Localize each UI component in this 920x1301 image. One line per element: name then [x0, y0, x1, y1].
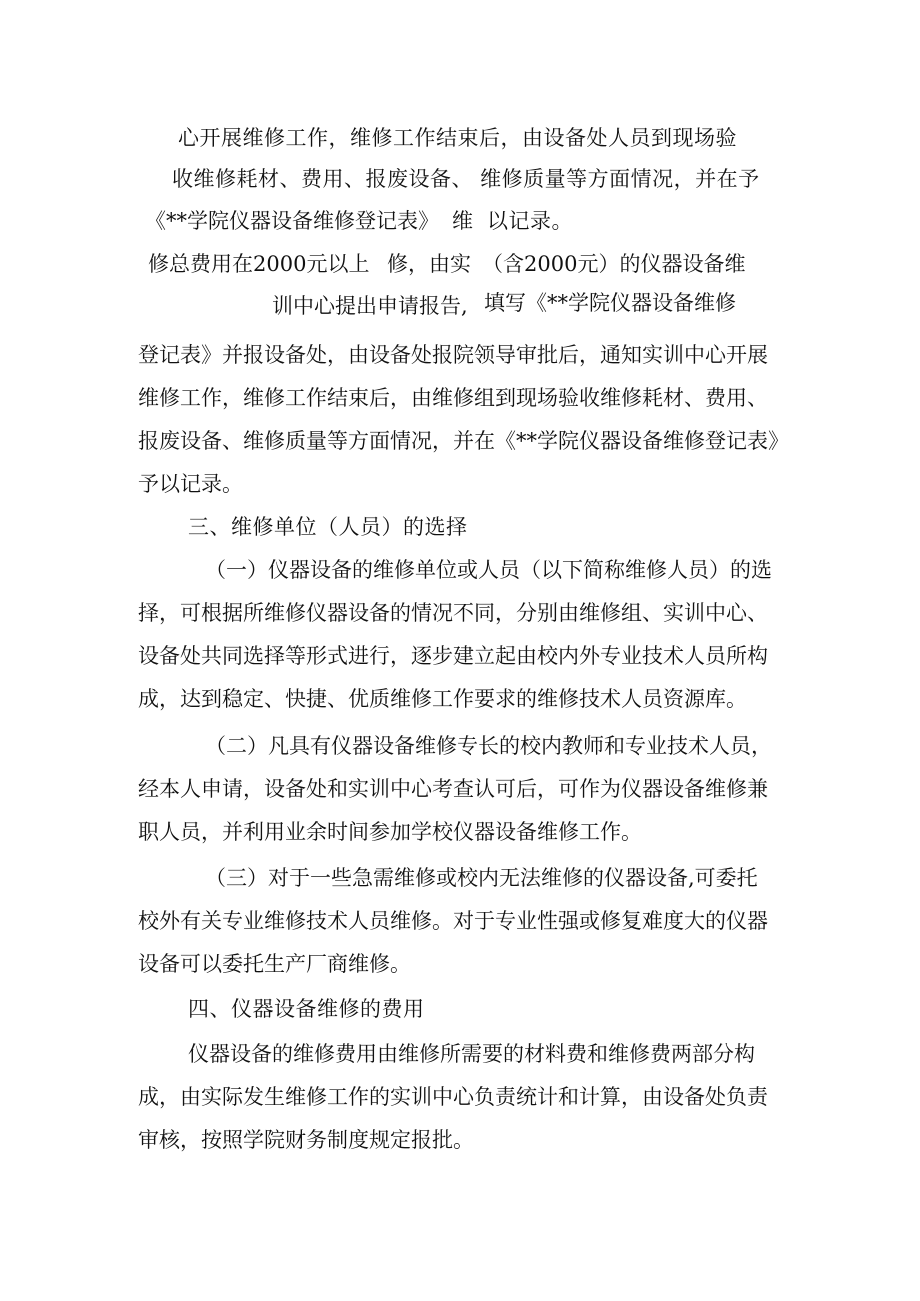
text-line: 收维修耗材、费用、报废设备、 维修质量等方面情况，并在予	[172, 167, 760, 191]
text-line: 报废设备、维修质量等方面情况，并在《**学院仪器设备维修登记表》	[138, 429, 789, 453]
text-line: 填写《**学院仪器设备维修	[484, 291, 736, 315]
text-line: 择，可根据所维修仪器设备的情况不同，分别由维修组、实训中心、	[138, 601, 768, 625]
text-line: 登记表》并报设备处，由设备处报院领导审批后，通知实训中心开展	[138, 343, 768, 367]
text-line: 成，达到稳定、快捷、优质维修工作要求的维修技术人员资源库。	[138, 687, 747, 711]
section-heading: 四、仪器设备维修的费用	[188, 997, 425, 1021]
text-line: 《**学院仪器设备维修登记表》	[145, 209, 439, 233]
section-heading: 三、维修单位（人员）的选择	[188, 515, 468, 539]
text-line: 职人员，并利用业余时间参加学校仪器设备维修工作。	[138, 820, 642, 844]
text-line: 予以记录。	[138, 472, 243, 496]
text-line: 心开展维修工作，维修工作结束后，由设备处人员到现场验	[178, 126, 737, 150]
text-line: 经本人申请，设备处和实训中心考查认可后，可作为仪器设备维修兼	[138, 777, 768, 801]
text-line: 训中心提出申请报告,	[272, 294, 468, 318]
text-line: 维	[452, 209, 474, 233]
text-line: 维修工作，维修工作结束后，由维修组到现场验收维修耗材、费用、	[138, 386, 768, 410]
text-line: （二）凡具有仪器设备维修专长的校内教师和专业技术人员，	[205, 734, 772, 758]
text-line: 仪器设备的维修费用由维修所需要的材料费和维修费两部分构	[188, 1042, 755, 1066]
text-line: 成，由实际发生维修工作的实训中心负责统计和计算，由设备处负责	[138, 1085, 768, 1109]
text-line: （含2000元）的仪器设备维	[482, 252, 746, 276]
text-line: （一）仪器设备的维修单位或人员（以下简称维修人员）的选	[205, 558, 772, 582]
text-line: （三）对于一些急需维修或校内无法维修的仪器设备,可委托	[205, 866, 758, 890]
text-line: 修，由实	[387, 252, 471, 276]
text-line: 审核，按照学院财务制度规定报批。	[138, 1128, 474, 1152]
text-line: 设备处共同选择等形式进行，逐步建立起由校内外专业技术人员所构	[138, 644, 768, 668]
text-line: 修总费用在2000元以上	[148, 252, 370, 276]
text-line: 以记录。	[487, 209, 573, 233]
text-line: 设备可以委托生产厂商维修。	[138, 952, 411, 976]
text-line: 校外有关专业维修技术人员维修。对于专业性强或修复难度大的仪器	[138, 909, 768, 933]
